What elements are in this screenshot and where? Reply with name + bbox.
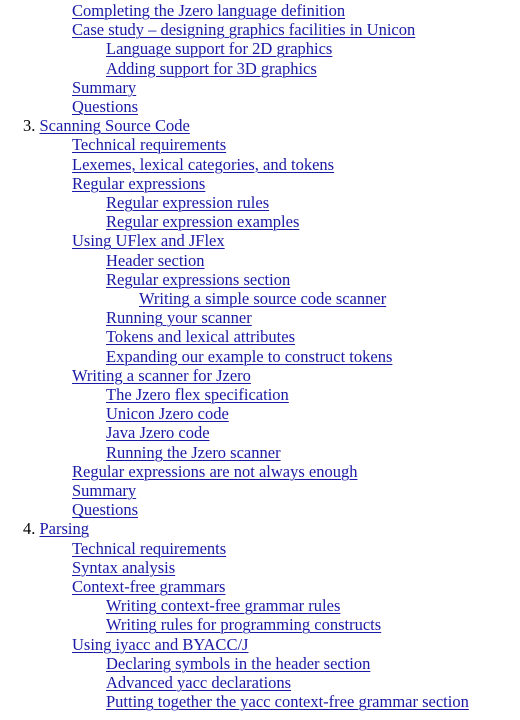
toc-link[interactable]: Questions — [72, 97, 138, 116]
toc-link[interactable]: Lexemes, lexical categories, and tokens — [72, 154, 335, 174]
toc-entry — [106, 596, 340, 615]
toc-entry — [72, 558, 175, 577]
toc-link[interactable]: Writing rules for programming constructs — [106, 615, 382, 635]
toc-entry — [106, 327, 295, 346]
toc-entry — [106, 59, 317, 78]
toc-entry — [106, 692, 469, 711]
toc-link[interactable]: Regular expression rules — [106, 193, 270, 212]
toc-link[interactable]: Regular expressions section — [106, 269, 291, 289]
toc-link[interactable]: Header section — [106, 250, 205, 270]
toc-entry — [72, 500, 138, 519]
toc-entry — [106, 404, 229, 423]
toc-link[interactable]: Technical requirements — [72, 135, 227, 155]
toc-entry — [106, 654, 370, 673]
toc-link[interactable]: Running your scanner — [106, 308, 252, 328]
toc-link[interactable]: Parsing — [39, 519, 89, 539]
toc-entry — [106, 308, 252, 327]
toc-entry — [72, 174, 205, 193]
toc-entry — [72, 20, 415, 39]
toc-entry — [106, 615, 381, 634]
toc-link[interactable]: Writing a simple source code scanner — [139, 289, 387, 308]
toc-entry — [72, 231, 225, 250]
toc-link[interactable]: Language support for 2D graphics — [106, 39, 333, 59]
toc-link[interactable]: Context-free grammars — [72, 577, 226, 596]
toc-link[interactable]: Putting together the yacc context-free grammar section — [106, 692, 469, 712]
toc-link[interactable]: Completing the Jzero language definition — [72, 1, 346, 20]
toc-entry — [72, 577, 225, 596]
toc-entry — [106, 423, 210, 442]
toc-entry — [106, 347, 392, 366]
toc-entry — [72, 97, 138, 116]
toc-entry — [106, 270, 290, 289]
toc-entry — [106, 212, 299, 231]
toc-entry — [72, 1, 345, 20]
toc-link[interactable]: Summary — [72, 77, 137, 97]
chapter-number: 3. — [23, 116, 36, 136]
toc-link[interactable]: Regular expression examples — [106, 212, 300, 232]
toc-entry — [72, 539, 226, 558]
toc-entry — [139, 289, 386, 308]
toc-entry — [72, 78, 136, 97]
toc-link[interactable]: Unicon Jzero code — [106, 404, 229, 424]
toc-link[interactable]: Using iyacc and BYACC/J — [72, 634, 249, 654]
toc-link[interactable]: Regular expressions are not always enough — [72, 461, 358, 481]
toc-link[interactable]: Summary — [72, 481, 137, 500]
toc-entry — [106, 193, 269, 212]
toc-entry — [106, 673, 291, 692]
toc-chapter-entry — [23, 116, 190, 135]
chapter-number: 4. — [23, 519, 36, 539]
toc-link[interactable]: Using UFlex and JFlex — [72, 231, 225, 251]
toc-link[interactable]: Technical requirements — [72, 538, 227, 558]
toc-link[interactable]: Java Jzero code — [106, 423, 210, 443]
toc-entry — [106, 251, 205, 270]
toc-link[interactable]: The Jzero flex specification — [106, 385, 289, 404]
toc-link[interactable]: Scanning Source Code — [39, 116, 190, 136]
toc-entry — [72, 366, 251, 385]
toc-link[interactable]: Expanding our example to construct tokens — [106, 346, 393, 366]
toc-entry — [106, 39, 332, 58]
toc-entry — [72, 635, 248, 654]
toc-entry — [106, 385, 289, 404]
toc-link[interactable]: Declaring symbols in the header section — [106, 653, 371, 673]
toc-link[interactable]: Questions — [72, 500, 138, 520]
toc-entry — [106, 443, 281, 462]
toc-entry — [72, 481, 136, 500]
toc-entry — [72, 462, 357, 481]
toc-link[interactable]: Running the Jzero scanner — [106, 442, 281, 462]
toc-link[interactable]: Case study – designing graphics facilities in Unicon — [72, 20, 416, 40]
toc-entry — [72, 155, 334, 174]
toc-link[interactable]: Writing context-free grammar rules — [106, 596, 341, 616]
toc-link[interactable]: Writing a scanner for Jzero — [72, 365, 251, 385]
toc-link[interactable]: Tokens and lexical attributes — [106, 327, 295, 347]
toc-link[interactable]: Regular expressions — [72, 173, 206, 193]
toc-entry — [72, 135, 226, 154]
toc-link[interactable]: Advanced yacc declarations — [106, 673, 292, 692]
toc-link[interactable]: Adding support for 3D graphics — [106, 58, 317, 78]
toc-chapter-entry — [23, 519, 89, 538]
toc-link[interactable]: Syntax analysis — [72, 557, 176, 577]
